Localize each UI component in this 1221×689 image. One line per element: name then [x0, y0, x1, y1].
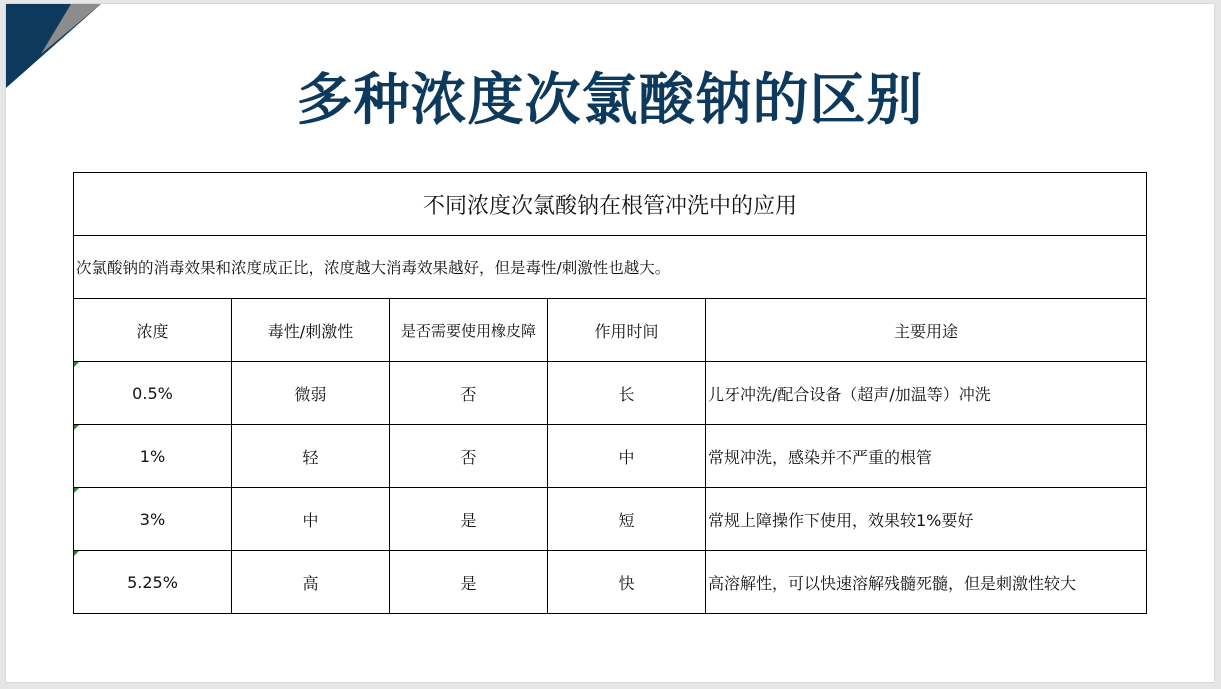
concentration-cell: 0.5%: [74, 362, 232, 425]
table-row: [74, 488, 1147, 551]
header-cell: 毒性/刺激性: [232, 299, 390, 362]
duration-cell: 中: [548, 425, 706, 488]
caption-row: [74, 173, 1147, 236]
table-description: 次氯酸钠的消毒效果和浓度成正比，浓度越大消毒效果越好，但是毒性/刺激性也越大。: [74, 236, 1147, 299]
duration-cell: 短: [548, 488, 706, 551]
toxicity-cell: 微弱: [232, 362, 390, 425]
rubber-dam-cell: 是: [390, 551, 548, 614]
usage-cell: 高溶解性，可以快速溶解残髓死髓，但是刺激性较大: [706, 551, 1147, 614]
table-caption: 不同浓度次氯酸钠在根管冲洗中的应用: [74, 173, 1147, 236]
table-row: [74, 362, 1147, 425]
concentration-table: [73, 172, 1147, 614]
description-row: [74, 236, 1147, 299]
header-cell: 作用时间: [548, 299, 706, 362]
concentration-cell: 1%: [74, 425, 232, 488]
slide-title: 多种浓度次氯酸钠的区别: [296, 68, 924, 133]
toxicity-cell: 轻: [232, 425, 390, 488]
slide: [6, 4, 1214, 682]
concentration-cell: 3%: [74, 488, 232, 551]
header-row: [74, 299, 1147, 362]
header-cell: 是否需要使用橡皮障: [390, 299, 548, 362]
rubber-dam-cell: 否: [390, 362, 548, 425]
duration-cell: 长: [548, 362, 706, 425]
concentration-cell: 5.25%: [74, 551, 232, 614]
usage-cell: 儿牙冲洗/配合设备（超声/加温等）冲洗: [706, 362, 1147, 425]
table-row: [74, 551, 1147, 614]
duration-cell: 快: [548, 551, 706, 614]
header-cell: 主要用途: [706, 299, 1147, 362]
rubber-dam-cell: 是: [390, 488, 548, 551]
table-row: [74, 425, 1147, 488]
toxicity-cell: 中: [232, 488, 390, 551]
toxicity-cell: 高: [232, 551, 390, 614]
header-cell: 浓度: [74, 299, 232, 362]
rubber-dam-cell: 否: [390, 425, 548, 488]
usage-cell: 常规上障操作下使用，效果较1%要好: [706, 488, 1147, 551]
usage-cell: 常规冲洗，感染并不严重的根管: [706, 425, 1147, 488]
